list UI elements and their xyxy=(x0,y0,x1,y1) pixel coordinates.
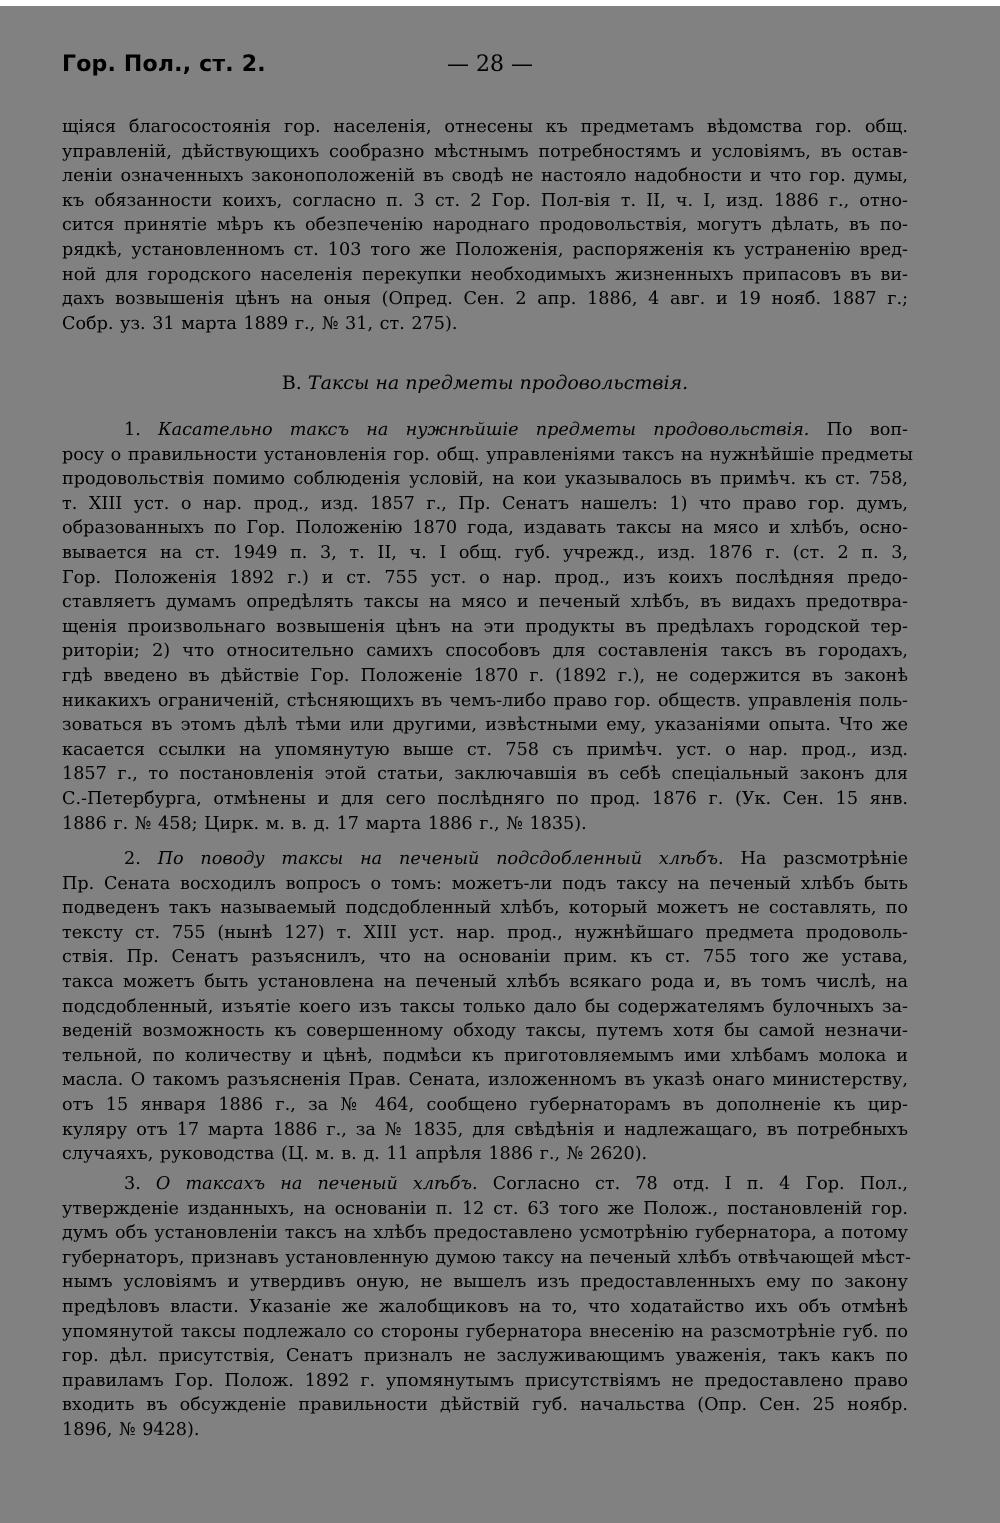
paragraph-1-number: 1. xyxy=(124,420,141,440)
paragraph-3-line: 1896, № 9428). xyxy=(62,1419,200,1440)
intro-line: щіяся благосостоянія гор. населенія, отнесены къ предметамъ вѣдомства гор. общ. xyxy=(62,117,908,137)
paragraph-3-line: предѣловъ власти. Указаніе же жалобщиковъ на то, что ходатайство ихъ объ отмѣнѣ xyxy=(62,1296,908,1317)
paragraph-1-line: 1857 г., то постановленія этой статьи, заключавшія въ себѣ спеціальный законъ для xyxy=(62,764,908,785)
paragraph-2-heading: По поводу таксы на печеный подсдобленный хлѣбъ. xyxy=(157,849,724,869)
paragraph-2-first-line xyxy=(62,847,908,872)
paragraph-3-body xyxy=(62,1197,911,1443)
paragraph-2-line: ствія. Пр. Сенатъ разъяснилъ, что на основаніи прим. къ ст. 755 того же устава, xyxy=(62,947,908,968)
paragraph-3-line: упомянутой таксы подлежало со стороны губернатора внесенію на разсмотрѣніе губ. по xyxy=(62,1321,908,1342)
section-letter: В. xyxy=(281,372,302,394)
intro-line: сится принятіе мѣръ къ обезпеченію народнаго продовольствія, могутъ дѣлать, въ по- xyxy=(62,215,908,236)
paragraph-2-line: подведенъ такъ называемый подсдобленный хлѣбъ, который можетъ не составлять, по xyxy=(62,898,908,919)
paragraph-2 xyxy=(62,847,908,1167)
intro-line: леніи означенныхъ законоположеній въ сводѣ не настояло надобности и что гор. думы, xyxy=(62,166,908,187)
paragraph-3-line: входить въ обсужденіе правильности дѣйствій губ. начальства (Опр. Сен. 25 ноябр. xyxy=(62,1395,908,1416)
paragraph-1-line: продовольствія помимо соблюденія условій, на кои указывалось въ примѣч. къ ст. 758, xyxy=(62,469,908,490)
paragraph-2-line: случаяхъ, руководства (Ц. м. в. д. 11 апрѣля 1886 г., № 2620). xyxy=(62,1144,648,1165)
paragraph-1-line: ставляетъ думамъ опредѣлять таксы на мясо и печеный хлѣбъ, въ видахъ предотвра- xyxy=(62,592,908,613)
paragraph-2-line: подсдобленный, изъятіе коего изъ таксы только дало бы содержателямъ булочныхъ за- xyxy=(62,996,908,1017)
paragraph-3-line: гор. дѣл. присутствія, Сенатъ призналъ не заслуживающимъ уваженія, такъ какъ по xyxy=(62,1346,908,1367)
paragraph-1-line: риторіи; 2) что относительно самихъ способовъ для составленія таксъ въ городахъ, xyxy=(62,641,908,662)
paragraph-2-first-rest: На разсмотрѣніе xyxy=(740,849,909,869)
intro-paragraph xyxy=(62,115,908,336)
paragraph-2-line: куляру отъ 17 марта 1886 г., за № 1835, для свѣдѣнія и надлежащаго, въ потребныхъ xyxy=(62,1119,908,1140)
paragraph-1-line: зоваться въ этомъ дѣлѣ тѣми или другими, извѣстными ему, указаніями опыта. Что же xyxy=(62,715,908,736)
paragraph-2-line: отъ 15 января 1886 г., за № 464, сообщено губернаторамъ въ дополненіе къ цир- xyxy=(62,1094,908,1115)
paragraph-3-first-line xyxy=(62,1172,908,1197)
paragraph-1-line: Гор. Положенія 1892 г.) и ст. 755 уст. о нар. прод., изъ коихъ послѣдняя предо- xyxy=(62,567,908,588)
intro-line: дахъ возвышенія цѣнъ на оныя (Опред. Сен. 2 апр. 1886, 4 авг. и 19 нояб. 1887 г.; xyxy=(62,289,908,310)
paragraph-1-line: 1886 г. № 458; Цирк. м. в. д. 17 марта 1886 г., № 1835). xyxy=(62,813,587,834)
paragraph-2-line: тельной, по количеству и цѣнѣ, подмѣси къ приготовляемымъ ими хлѣбамъ молока и xyxy=(62,1045,908,1066)
paragraph-2-number: 2. xyxy=(124,849,141,869)
paragraph-2-line: такса можетъ быть установлена на печеный хлѣбъ всякаго рода и, въ томъ числѣ, на xyxy=(62,971,908,992)
paragraph-3-line: губернаторъ, признавъ установленную думою таксу на печеный хлѣбъ отвѣчающей мѣст- xyxy=(62,1247,911,1268)
intro-line: къ обязанности коихъ, согласно п. 3 ст. 2 Гор. Пол-вія т. II, ч. I, изд. 1886 г., отно- xyxy=(62,190,908,211)
paragraph-2-body xyxy=(62,872,908,1167)
paragraph-1-body xyxy=(62,443,914,837)
paragraph-3-line: думъ объ установленіи таксъ на хлѣбъ предоставлено усмотрѣнію губернатора, а потому xyxy=(62,1223,908,1244)
paragraph-1-line: никакихъ ограниченій, стѣсняющихъ въ чемъ-либо право гор. обществ. управленія поль- xyxy=(62,690,908,711)
page-number: — 28 — xyxy=(447,52,533,77)
paragraph-2-line: тексту ст. 755 (нынѣ 127) т. XIII уст. нар. прод., нужнѣйшаго предмета продоволь- xyxy=(62,922,908,943)
intro-line: рядкѣ, установленномъ ст. 103 того же Положенія, распоряженія къ устраненію вред- xyxy=(62,239,908,260)
paragraph-1-line: образованныхъ по Гор. Положенію 1870 года, издавать таксы на мясо и хлѣбъ, осно- xyxy=(62,518,908,539)
paragraph-1 xyxy=(62,418,914,836)
paragraph-1-heading: Касательно таксъ на нужнѣйшіе предметы продовольствія. xyxy=(158,420,810,440)
paragraph-1-line: касается ссылки на упомянутую выше ст. 758 съ примѣч. уст. о нар. прод., изд. xyxy=(62,739,908,760)
section-title xyxy=(62,372,908,394)
paragraph-1-line: т. XIII уст. о нар. прод., изд. 1857 г., Пр. Сенатъ нашелъ: 1) что право гор. думъ, xyxy=(62,493,908,514)
paragraph-2-line: веденій возможность къ совершенному обходу таксы, путемъ хотя бы самой незначи- xyxy=(62,1021,908,1042)
paragraph-1-line: щенія произвольнаго возвышенія цѣнъ на эти продукты въ предѣлахъ городской тер- xyxy=(62,616,908,637)
intro-line: ной для городского населенія перекупки необходимыхъ жизненныхъ припасовъ въ ви- xyxy=(62,264,908,285)
section-title-text: Таксы на предметы продовольствія. xyxy=(307,372,689,394)
paragraph-1-line: вывается на ст. 1949 п. 3, т. II, ч. I общ. губ. учрежд., изд. 1876 г. (ст. 2 п. 3, xyxy=(62,542,908,563)
paragraph-1-line: росу о правильности установленія гор. общ. управленіями таксъ на нужнѣйшіе предметы xyxy=(62,444,914,465)
paragraph-1-first-line xyxy=(62,418,908,443)
paragraph-3-line: правиламъ Гор. Полож. 1892 г. упомянутымъ присутствіямъ не предоставлено право xyxy=(62,1370,908,1391)
paragraph-1-line: С.-Петербурга, отмѣнены и для сего послѣдняго по прод. 1876 г. (Ук. Сен. 15 янв. xyxy=(62,788,908,809)
paragraph-2-line: Пр. Сената восходилъ вопросъ о томъ: можетъ-ли подъ таксу на печеный хлѣбъ быть xyxy=(62,873,908,894)
paragraph-3-line: утвержденіе изданныхъ, на основаніи п. 12 ст. 63 того же Полож., постановленій гор. xyxy=(62,1198,908,1219)
paragraph-3-first-rest: Согласно ст. 78 отд. I п. 4 Гор. Пол., xyxy=(492,1174,909,1194)
paragraph-3-line: нымъ условіямъ и утвердивъ оную, не вышелъ изъ предоставленныхъ ему по закону xyxy=(62,1272,908,1293)
paragraph-3-heading: О таксахъ на печеный хлѣбъ. xyxy=(155,1174,478,1194)
paragraph-2-line: масла. О такомъ разъясненія Прав. Сената, изложенномъ въ указѣ онаго министерству, xyxy=(62,1070,908,1091)
scan-edge-top xyxy=(0,0,1000,6)
running-header: Гор. Пол., ст. 2. xyxy=(62,52,266,77)
intro-line: Собр. уз. 31 марта 1889 г., № 31, ст. 275). xyxy=(62,313,458,334)
paragraph-3-number: 3. xyxy=(124,1174,141,1194)
paragraph-1-first-rest: По воп- xyxy=(826,420,909,440)
paragraph-1-line: гдѣ введено въ дѣйствіе Гор. Положеніе 1870 г. (1892 г.), не содержится въ законѣ xyxy=(62,665,908,686)
paragraph-3 xyxy=(62,1172,911,1443)
intro-line: управленій, дѣйствующихъ сообразно мѣстнымъ потребностямъ и условіямъ, въ остав- xyxy=(62,141,908,162)
